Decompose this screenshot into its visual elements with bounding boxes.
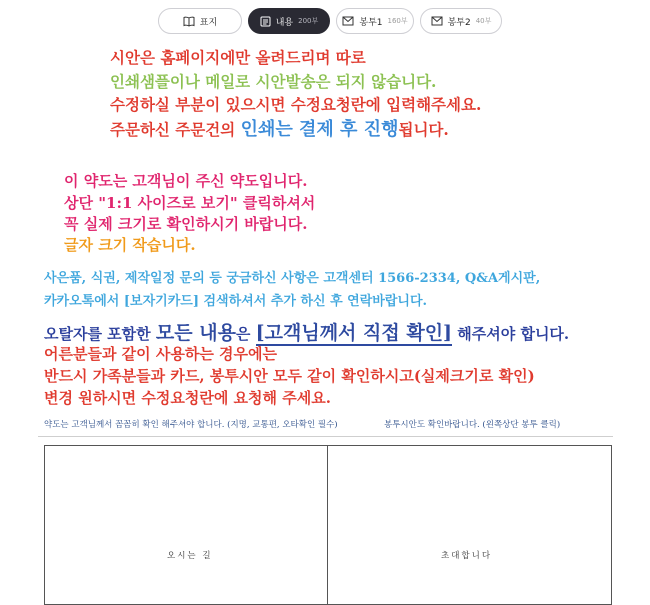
tab-envelope1[interactable] xyxy=(336,8,414,34)
contact-line-1: 사은품, 식권, 제작일정 문의 등 궁금하신 사항은 고객센터 1566-2334, Q&A게시판, xyxy=(44,271,541,286)
notice-line-1: 시안은 홈페이지에만 올려드리며 따로 xyxy=(110,48,366,67)
tab-envelope2[interactable] xyxy=(420,8,502,34)
draft-line-2: 상단 "1:1 사이즈로 보기" 클릭하셔서 xyxy=(64,194,316,212)
tab-content[interactable] xyxy=(248,8,330,34)
check-line-2: 어른분들과 같이 사용하는 경우에는 xyxy=(44,345,278,363)
envelope-icon xyxy=(431,16,443,26)
card-label-directions: 오시는 길 xyxy=(167,551,213,561)
envelope-icon xyxy=(342,16,354,26)
check-line-1-pre: 오탈자를 포함한 xyxy=(44,325,156,343)
check-line-1-post: 해주셔야 합니다. xyxy=(452,325,570,343)
check-line-1 xyxy=(44,318,569,345)
tab-count: 160부 xyxy=(387,17,408,25)
tab-label: 내용 xyxy=(275,17,294,28)
contact-line-2: 카카오톡에서 [보자기카드] 검색하셔서 추가 하신 후 연락바랍니다. xyxy=(44,294,428,309)
notice-line-4-pre: 주문하신 주문건의 xyxy=(110,120,241,139)
tab-cover[interactable] xyxy=(158,8,242,34)
check-highlight-confirm: [고객님께서 직접 확인] xyxy=(255,322,453,344)
notice-line-4-post: 됩니다. xyxy=(398,120,449,139)
check-highlight-all: 모든 내용 xyxy=(155,322,236,344)
tab-count: 200부 xyxy=(298,17,319,25)
book-icon xyxy=(183,16,195,27)
draft-line-3: 꼭 실제 크기로 확인하시기 바랍니다. xyxy=(64,215,308,233)
notice-highlight: 인쇄는 결제 후 진행 xyxy=(240,119,399,140)
card-preview xyxy=(44,445,612,605)
check-line-4: 변경 원하시면 수정요청란에 요청해 주세요. xyxy=(44,389,331,407)
document-icon xyxy=(260,16,271,27)
draft-line-1: 이 약도는 고객님이 주신 약도입니다. xyxy=(64,172,308,190)
card-label-invitation: 초대합니다 xyxy=(441,551,493,561)
tab-bar xyxy=(158,8,502,34)
draft-line-4: 글자 크기 작습니다. xyxy=(64,236,196,254)
tab-label: 봉투1 xyxy=(359,17,383,28)
check-line-1-mid: 은 xyxy=(235,325,256,343)
check-line-3: 반드시 가족분들과 카드, 봉투시안 모두 같이 확인하시고(실제크기로 확인) xyxy=(44,367,535,385)
caption-envelope-check: 봉투시안도 확인바랍니다. (왼쪽상단 봉투 클릭) xyxy=(384,420,561,430)
notice-line-3: 수정하실 부분이 있으시면 수정요청란에 입력해주세요. xyxy=(110,95,482,114)
tab-label: 표지 xyxy=(199,17,218,28)
caption-map-check: 약도는 고객님께서 꼼꼼히 확인 해주셔야 합니다. (지명, 교통편, 오타확인 필수) xyxy=(44,420,338,430)
card-fold-line xyxy=(327,446,328,604)
tab-count: 40부 xyxy=(475,17,492,25)
tab-label: 봉투2 xyxy=(447,17,471,28)
notice-line-4 xyxy=(110,115,449,141)
divider xyxy=(38,436,613,437)
notice-line-2: 인쇄샘플이나 메일로 시안발송은 되지 않습니다. xyxy=(110,72,437,91)
